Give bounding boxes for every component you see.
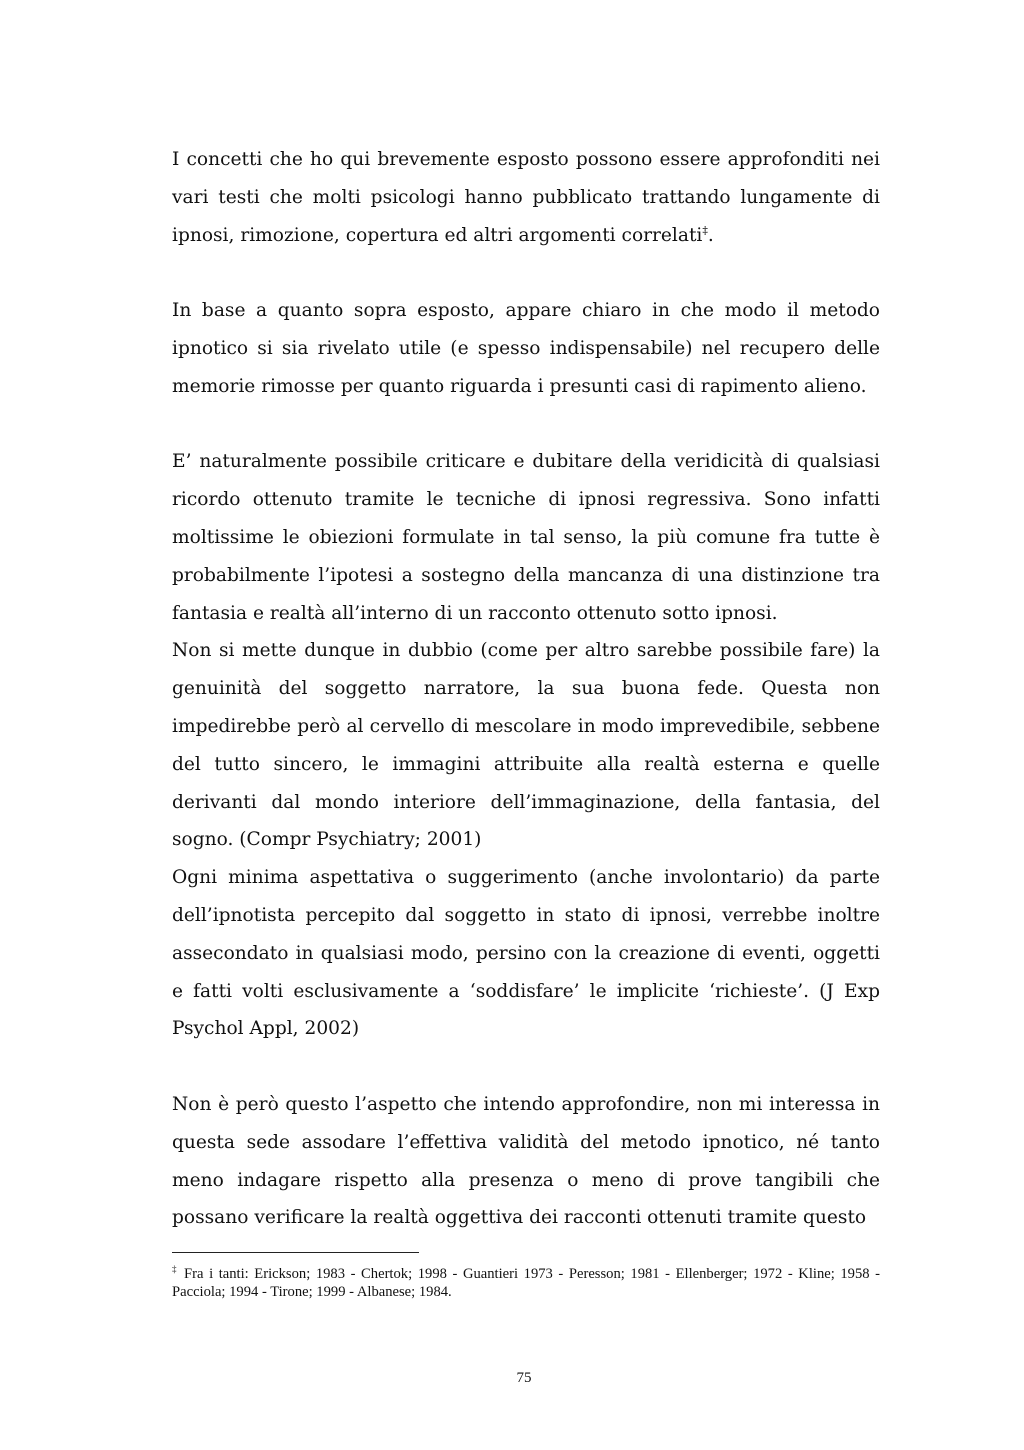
- paragraph-1: [172, 141, 880, 254]
- paragraph-1-text: I concetti che ho qui brevemente esposto possono essere approfonditi nei vari testi che molti psicologi hanno pubblicato trattando lungamente di ipnosi, rimozione, copertura ed altri argomenti correlati: [172, 149, 880, 246]
- paragraph-4: Non si mette dunque in dubbio (come per altro sarebbe possibile fare) la genuinità del soggetto narratore, la sua buona fede. Questa non impedirebbe però al cervello di mescolare in modo imprevedibile, sebbene del tutto sincero, le immagini attribuite alla realtà esterna e quelle derivanti dal mondo interiore dell’immaginazione, della fantasia, del sogno. (Compr Psychiatry; 2001): [172, 640, 880, 851]
- paragraph-6: Non è però questo l’aspetto che intendo approfondire, non mi interessa in questa sede assodare l’effettiva validità del metodo ipnotico, né tanto meno indagare rispetto alla presenza o meno di prove tangibili che possano verificare la realtà oggettiva dei racconti ottenuti tramite questo: [172, 1093, 880, 1229]
- footnote-text: Fra i tanti: Erickson; 1983 - Chertok; 1998 - Guantieri 1973 - Peresson; 1981 - Ellenberger; 1972 - Kline; 1958 - Pacciola; 1994 - Tirone; 1999 - Albanese; 1984.: [172, 1266, 881, 1300]
- paragraph-2: In base a quanto sopra esposto, appare chiaro in che modo il metodo ipnotico si sia rivelato utile (e spesso indispensabile) nel recupero delle memorie rimosse per quanto riguarda i presunti casi di rapimento alieno.: [172, 300, 880, 397]
- paragraph-3: E’ naturalmente possibile criticare e dubitare della veridicità di qualsiasi ricordo ottenuto tramite le tecniche di ipnosi regressiva. Sono infatti moltissime le obiezioni formulate in tal senso, la più comune fra tutte è probabilmente l’ipotesi a sostegno della mancanza di una distinzione tra fantasia e realtà all’interno di un racconto ottenuto sotto ipnosi.: [172, 451, 880, 624]
- page-number: 75: [516, 1370, 532, 1386]
- footnote: [172, 1265, 880, 1301]
- footnote-mark: ‡: [172, 1264, 179, 1275]
- footnote-separator: [172, 1252, 419, 1253]
- footnote-reference-mark: ‡: [702, 223, 708, 237]
- paragraph-1-trailing: .: [707, 224, 714, 246]
- paragraph-5: Ogni minima aspettativa o suggerimento (anche involontario) da parte dell’ipnotista percepito dal soggetto in stato di ipnosi, verrebbe inoltre assecondato in qualsiasi modo, persino con la creazione di eventi, oggetti e fatti volti esclusivamente a ‘soddisfare’ le implicite ‘richieste’. (J Exp Psychol Appl, 2002): [172, 867, 880, 1040]
- body-text: [172, 141, 880, 1237]
